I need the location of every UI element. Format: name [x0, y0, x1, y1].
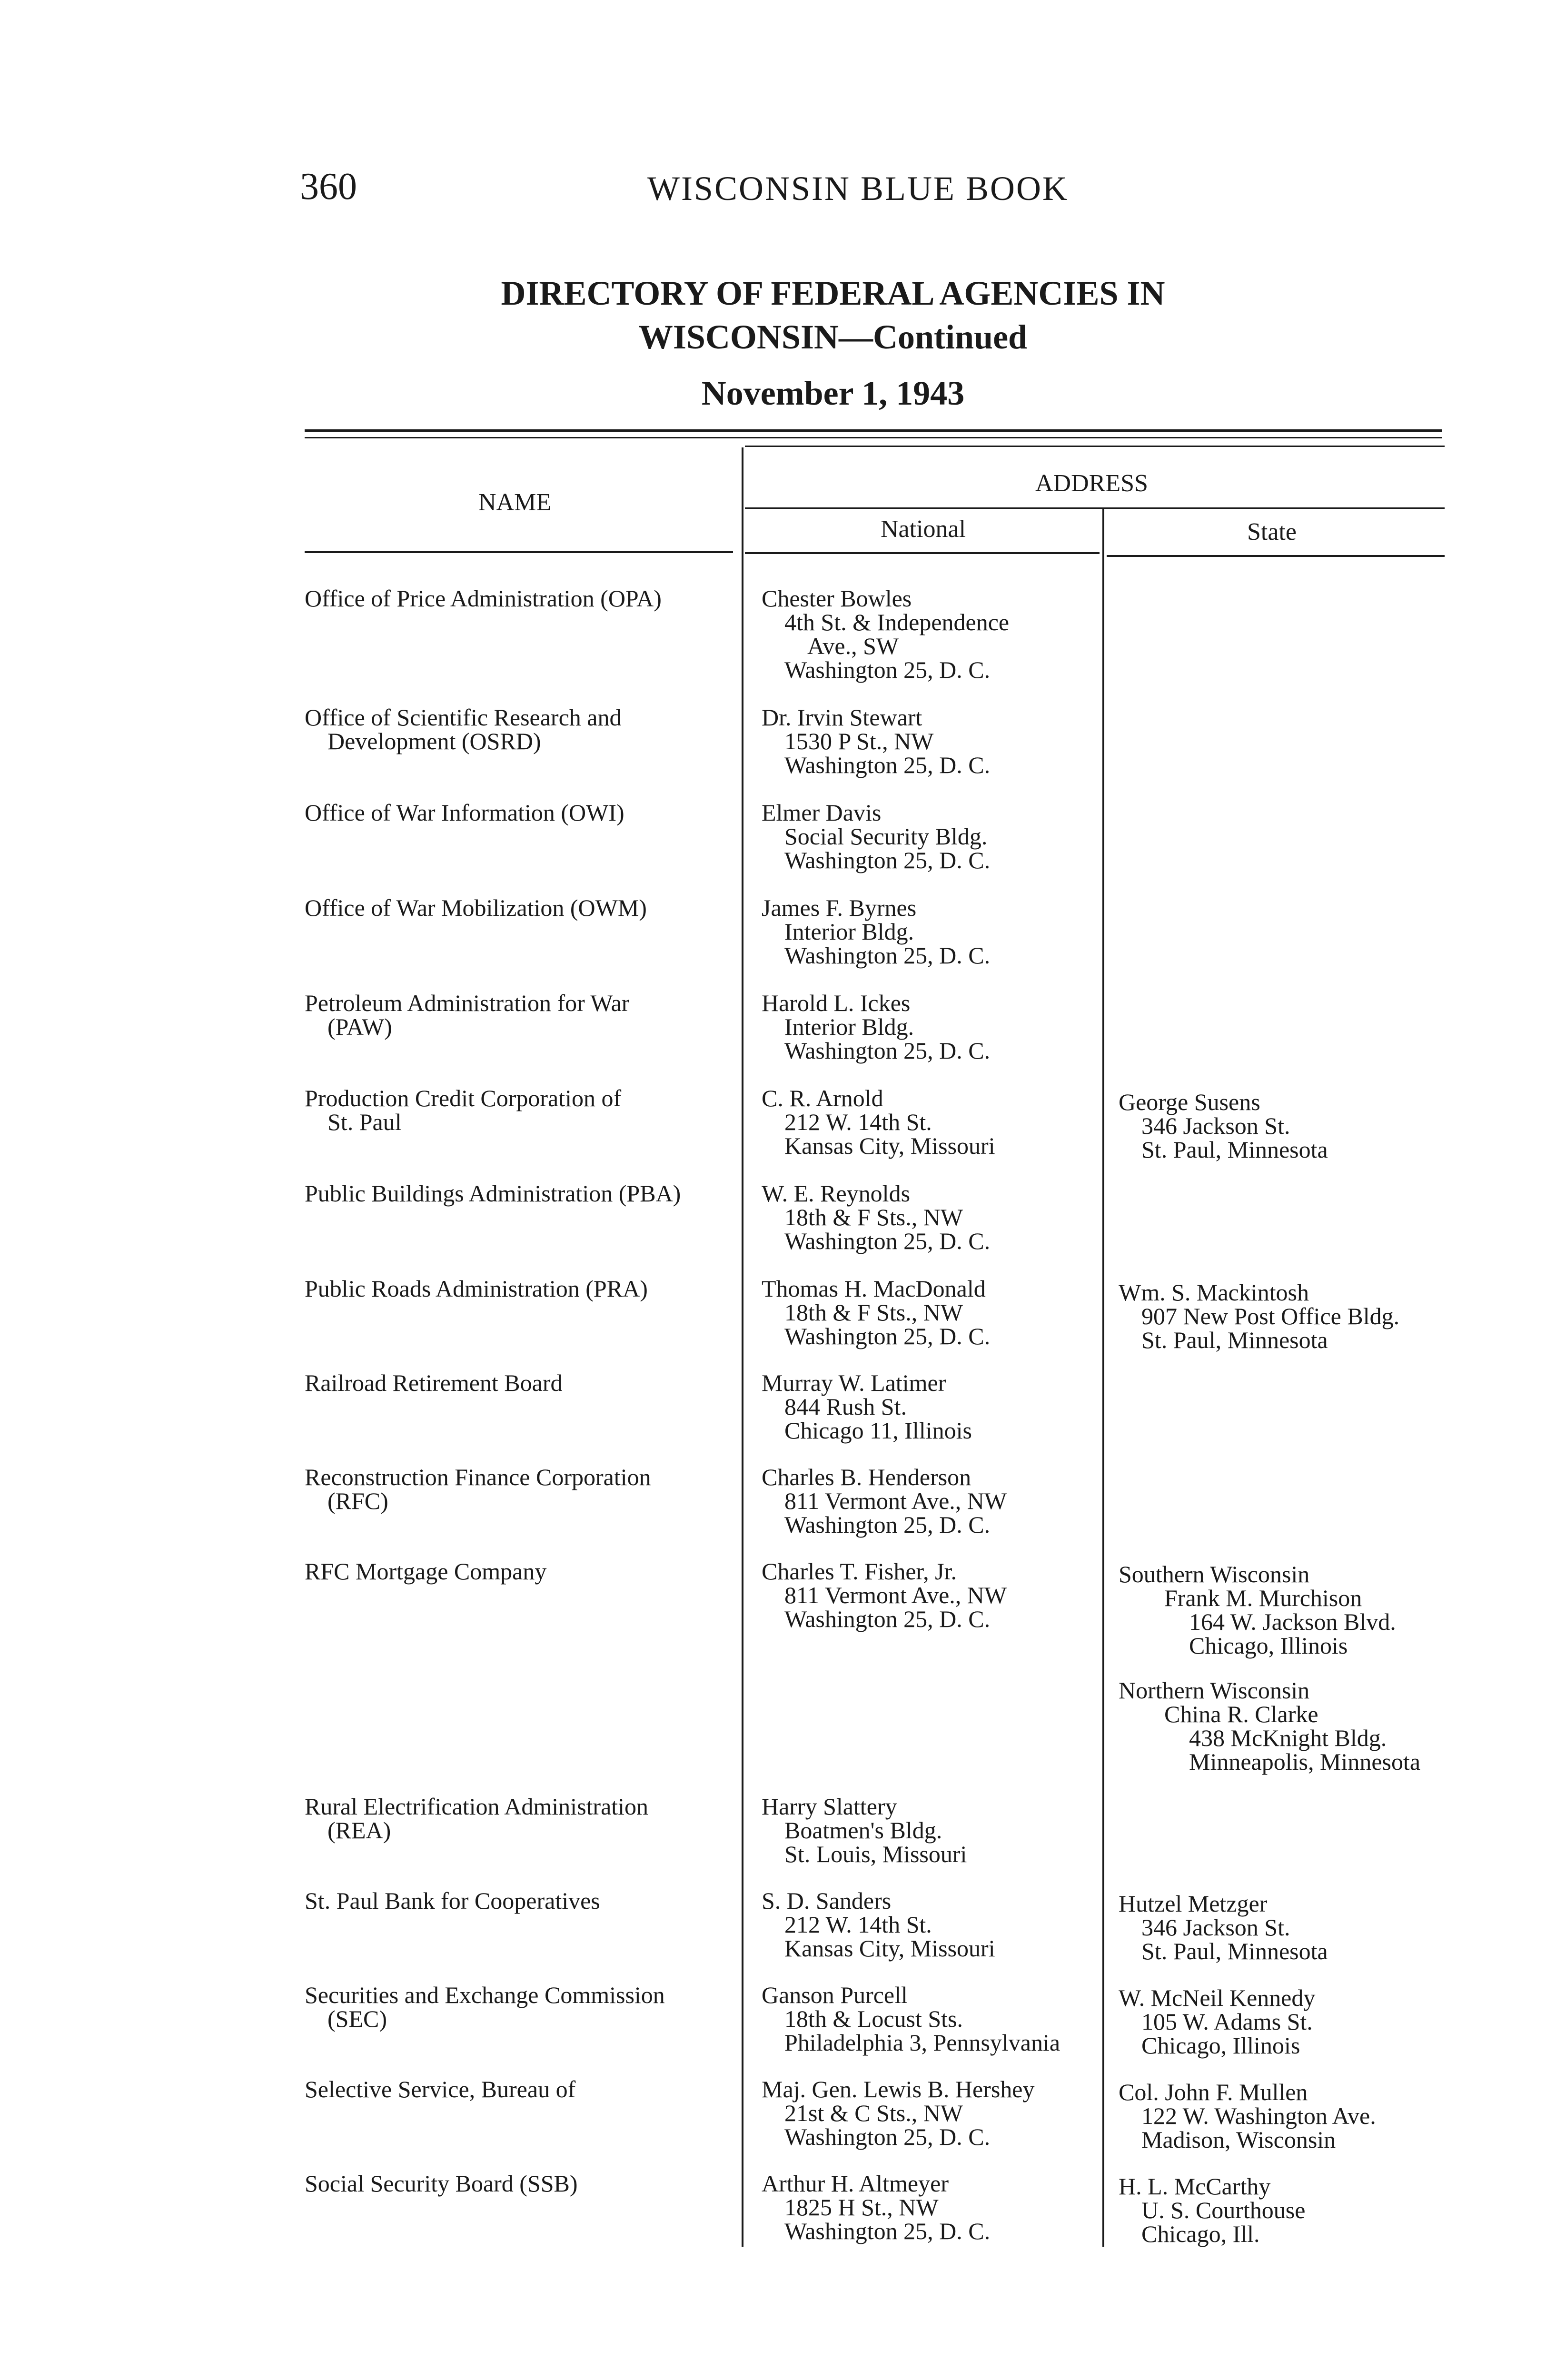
national-address: Ganson Purcell 18th & Locust Sts. Philadelphia 3, Pennsylvania: [762, 1982, 1060, 2056]
top-double-rule-2: [305, 437, 1442, 438]
agency-name: Selective Service, Bureau of: [305, 2076, 576, 2102]
national-address: Maj. Gen. Lewis B. Hershey 21st & C Sts., NW Washington 25, D. C.: [762, 2076, 1035, 2150]
agency-name: Public Buildings Administration (PBA): [305, 1180, 681, 1207]
state-address: George Susens 346 Jackson St. St. Paul, Minnesota: [1119, 1089, 1328, 1163]
agency-name: Public Roads Administration (PRA): [305, 1275, 648, 1302]
agency-name: Rural Electrification Administration (REA): [305, 1793, 649, 1844]
national-address: Arthur H. Altmeyer 1825 H St., NW Washington 25, D. C.: [762, 2170, 991, 2244]
state-address: H. L. McCarthy U. S. Courthouse Chicago, Ill.: [1119, 2173, 1306, 2247]
state-address: W. McNeil Kennedy 105 W. Adams St. Chicago, Illinois: [1119, 1984, 1316, 2059]
top-rule-right: [745, 446, 1445, 447]
page-number: 360: [300, 166, 357, 208]
running-head: WISCONSIN BLUE BOOK: [647, 169, 1069, 208]
state-address: Col. John F. Mullen 122 W. Washington Ave. Madison, Wisconsin: [1119, 2079, 1376, 2153]
agency-name: Office of Scientific Research and Development (OSRD): [305, 704, 622, 754]
agency-name: Office of War Mobilization (OWM): [305, 894, 647, 921]
column-header-state: State: [1247, 518, 1297, 545]
directory-date: November 1, 1943: [701, 374, 965, 412]
state-address: Wm. S. Mackintosh 907 New Post Office Bldg. St. Paul, Minnesota: [1119, 1279, 1400, 1353]
agency-name: Securities and Exchange Commission (SEC): [305, 1982, 665, 2032]
national-address: Charles T. Fisher, Jr. 811 Vermont Ave., NW Washington 25, D. C.: [762, 1558, 1007, 1632]
address-underline: [745, 507, 1445, 509]
state-header-underline: [1107, 555, 1445, 557]
national-address: S. D. Sanders 212 W. 14th St. Kansas City, Missouri: [762, 1887, 995, 1962]
agency-name: Railroad Retirement Board: [305, 1369, 563, 1396]
column-header-address: ADDRESS: [1035, 470, 1148, 497]
national-address: Thomas H. MacDonald 18th & F Sts., NW Washington 25, D. C.: [762, 1275, 991, 1349]
column-header-name: NAME: [478, 489, 552, 516]
directory-title: DIRECTORY OF FEDERAL AGENCIES IN: [501, 274, 1165, 312]
column-header-national: National: [881, 516, 966, 543]
national-address: Murray W. Latimer 844 Rush St. Chicago 11, Illinois: [762, 1369, 972, 1444]
agency-name: Social Security Board (SSB): [305, 2170, 578, 2197]
agency-name: RFC Mortgage Company: [305, 1558, 547, 1585]
national-header-underline: [745, 552, 1100, 554]
agency-name: Reconstruction Finance Corporation (RFC): [305, 1464, 651, 1514]
national-address: C. R. Arnold 212 W. 14th St. Kansas City, Missouri: [762, 1085, 995, 1159]
state-address-northern: Northern Wisconsin China R. Clarke 438 McKnight Bldg. Minneapolis, Minnesota: [1119, 1677, 1421, 1775]
name-header-underline: [305, 551, 733, 553]
agency-name: Office of Price Administration (OPA): [305, 585, 662, 612]
national-address: Dr. Irvin Stewart 1530 P St., NW Washington 25, D. C.: [762, 704, 991, 778]
top-double-rule-1: [305, 429, 1442, 432]
agency-name: Office of War Information (OWI): [305, 799, 624, 826]
national-address: James F. Byrnes Interior Bldg. Washington 25, D. C.: [762, 894, 991, 969]
divider-name-national: [742, 447, 743, 2247]
agency-name: Petroleum Administration for War (PAW): [305, 990, 630, 1040]
national-address: W. E. Reynolds 18th & F Sts., NW Washington 25, D. C.: [762, 1180, 991, 1254]
state-address-southern: Southern Wisconsin Frank M. Murchison 164 W. Jackson Blvd. Chicago, Illinois: [1119, 1561, 1396, 1659]
national-address: Charles B. Henderson 811 Vermont Ave., NW Washington 25, D. C.: [762, 1464, 1007, 1538]
state-address: Hutzel Metzger 346 Jackson St. St. Paul, Minnesota: [1119, 1890, 1328, 1964]
directory-title-continued: WISCONSIN—Continued: [638, 318, 1028, 356]
national-address: Harold L. Ickes Interior Bldg. Washington 25, D. C.: [762, 990, 991, 1064]
national-address: Harry Slattery Boatmen's Bldg. St. Louis, Missouri: [762, 1793, 967, 1867]
national-address: Elmer Davis Social Security Bldg. Washington 25, D. C.: [762, 799, 991, 873]
agency-name: St. Paul Bank for Cooperatives: [305, 1887, 600, 1914]
agency-name: Production Credit Corporation of St. Paul: [305, 1085, 622, 1135]
national-address: Chester Bowles 4th St. & Independence Ave., SW Washington 25, D. C.: [762, 585, 1010, 683]
